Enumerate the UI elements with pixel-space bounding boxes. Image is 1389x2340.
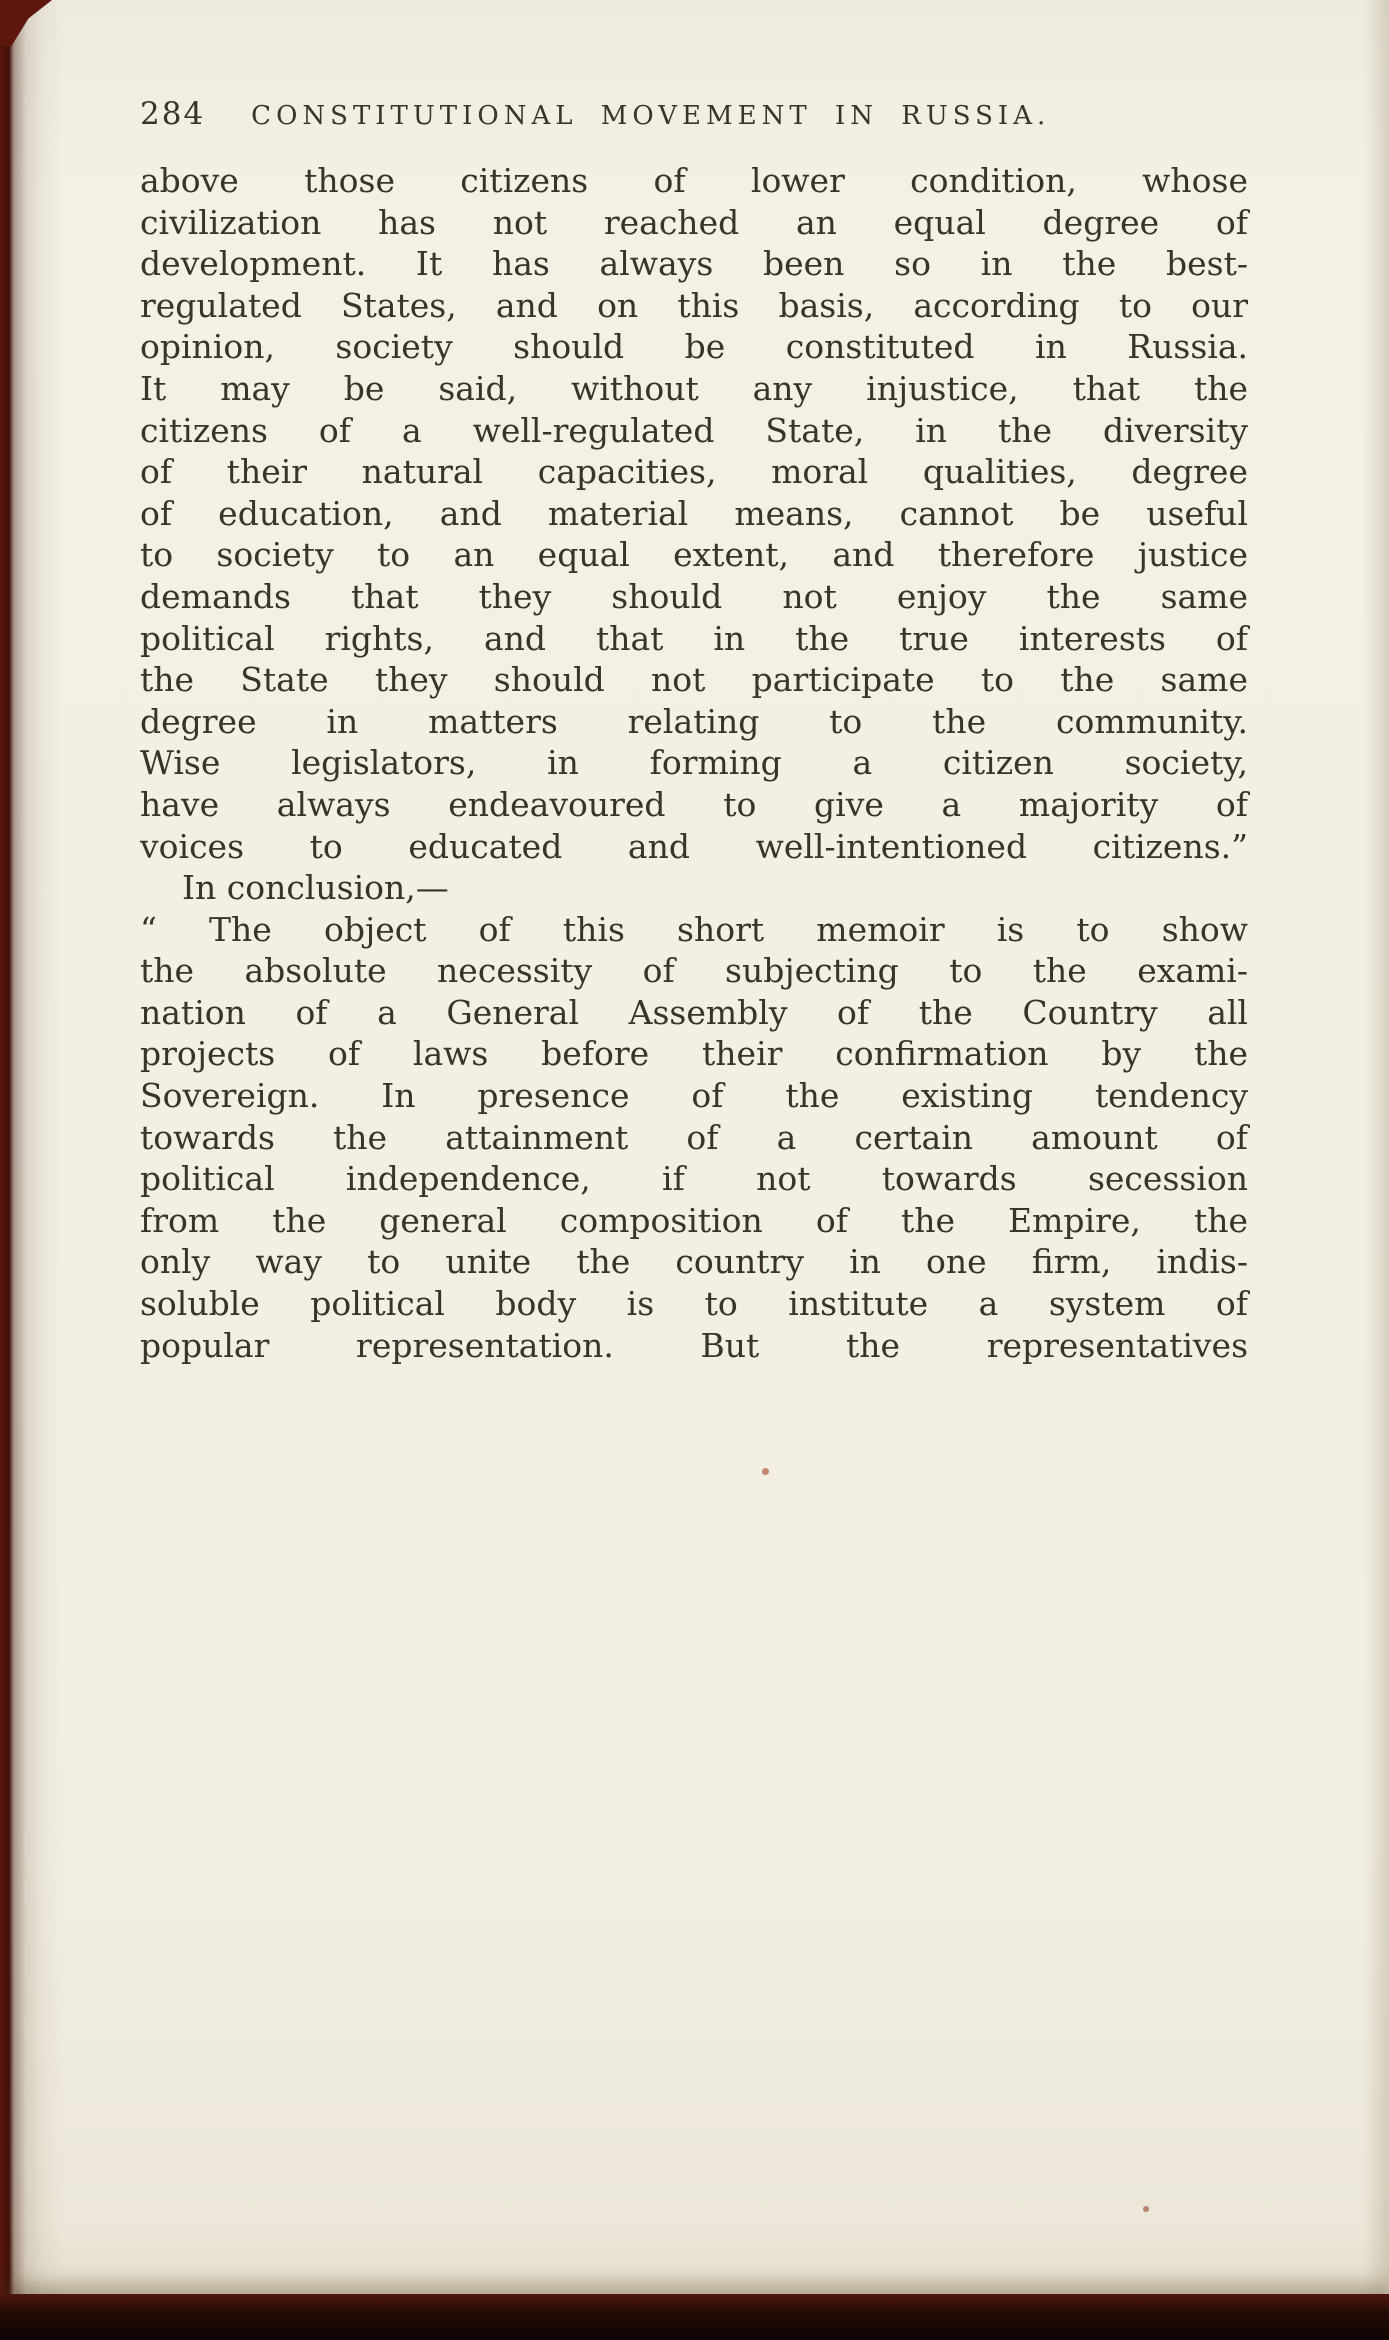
running-title: CONSTITUTIONAL MOVEMENT IN RUSSIA.	[251, 101, 1051, 131]
text-line: In conclusion,—	[182, 868, 449, 908]
text-line: of their natural capacities, moral qualities, degree	[140, 452, 1248, 492]
text-line: demands that they should not enjoy the same	[140, 576, 1248, 616]
book-bottom-edge	[0, 2294, 1389, 2340]
text-line: voices to educated and well-intentioned citizens.”	[140, 826, 1248, 866]
text-line: of education, and material means, cannot be useful	[140, 493, 1248, 533]
text-line: political independence, if not towards secession	[140, 1159, 1248, 1199]
text-line: popular representation. But the representatives	[140, 1325, 1248, 1365]
page-body	[140, 160, 1248, 1366]
ink-speck	[762, 1468, 769, 1475]
text-line: opinion, society should be constituted in Russia.	[140, 327, 1248, 367]
text-line: towards the attainment of a certain amount of	[140, 1117, 1248, 1157]
text-line: from the general composition of the Empire, the	[140, 1200, 1248, 1240]
text-line: “ The object of this short memoir is to show	[140, 909, 1248, 949]
text-line: the State they should not participate to the same	[140, 660, 1248, 700]
page-right-shadow	[1363, 0, 1389, 2340]
text-line: soluble political body is to institute a system of	[140, 1284, 1248, 1324]
text-line: citizens of a well-regulated State, in the diversity	[140, 410, 1248, 450]
text-line: development. It has always been so in the best-	[140, 244, 1248, 284]
page-header	[140, 96, 1250, 132]
text-line: degree in matters relating to the community.	[140, 701, 1248, 741]
text-line: Wise legislators, in forming a citizen society,	[140, 743, 1248, 783]
text-line: above those citizens of lower condition, whose	[140, 161, 1248, 200]
page-number: 284	[140, 96, 206, 132]
text-line: regulated States, and on this basis, according to our	[140, 285, 1248, 325]
text-line: Sovereign. In presence of the existing tendency	[140, 1076, 1248, 1116]
text-line: only way to unite the country in one firm, indis-	[140, 1242, 1248, 1282]
text-line: political rights, and that in the true interests of	[140, 618, 1248, 658]
book-left-edge	[0, 0, 64, 2340]
text-line: nation of a General Assembly of the Country all	[140, 992, 1248, 1032]
text-line: It may be said, without any injustice, that the	[140, 368, 1248, 408]
text-line: have always endeavoured to give a majority of	[140, 784, 1248, 824]
page-corner-mark	[0, 0, 52, 46]
text-line: projects of laws before their confirmation by the	[140, 1034, 1248, 1074]
text-line: civilization has not reached an equal degree of	[140, 202, 1248, 242]
text-line: to society to an equal extent, and therefore justice	[140, 535, 1248, 575]
text-line: the absolute necessity of subjecting to the exami-	[140, 951, 1248, 991]
ink-speck	[1143, 2206, 1149, 2212]
